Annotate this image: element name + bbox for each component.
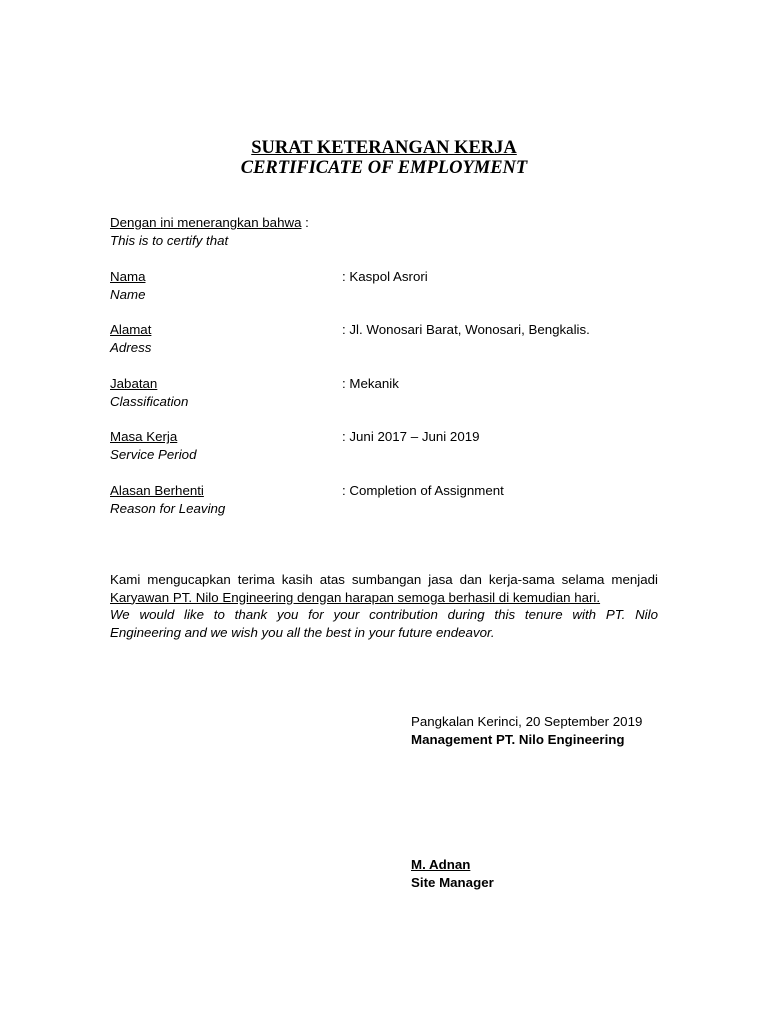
place-date: Pangkalan Kerinci, 20 September 2019 (411, 714, 643, 729)
document-subtitle: CERTIFICATE OF EMPLOYMENT (240, 158, 528, 178)
field-value-reason: : Completion of Assignment (342, 483, 504, 498)
document-title: SURAT KETERANGAN KERJA (251, 138, 517, 158)
company-name: Management PT. Nilo Engineering (411, 732, 625, 747)
closing-line-1: Kami mengucapkan terima kasih atas sumbangan jasa dan kerja-sama selama menjadi (110, 572, 658, 587)
field-translation-name: Name (110, 287, 146, 302)
field-translation-position: Classification (110, 394, 189, 409)
intro-label: Dengan ini menerangkan bahwa (110, 215, 302, 230)
field-value-address: : Jl. Wonosari Barat, Wonosari, Bengkalis. (342, 322, 590, 337)
field-label-position: Jabatan (110, 376, 158, 391)
field-translation-reason: Reason for Leaving (110, 501, 226, 516)
field-label-service-period: Masa Kerja (110, 429, 178, 444)
field-label-address: Alamat (110, 322, 152, 337)
closing-line-3: We would like to thank you for your contribution during this tenure with PT. Nilo (110, 607, 658, 622)
field-translation-address: Adress (110, 340, 152, 355)
field-translation-service-period: Service Period (110, 447, 197, 462)
closing-paragraph (110, 571, 658, 641)
field-label-name: Nama (110, 269, 146, 284)
field-value-service-period: : Juni 2017 – Juni 2019 (342, 429, 480, 444)
field-label-reason: Alasan Berhenti (110, 483, 204, 498)
field-value-position: : Mekanik (342, 376, 399, 391)
field-value-name: : Kaspol Asrori (342, 269, 428, 284)
closing-line-4: Engineering and we wish you all the best in your future endeavor. (110, 624, 495, 640)
signatory-position: Site Manager (411, 875, 494, 890)
signatory-name: M. Adnan (411, 857, 471, 872)
intro-statement (110, 214, 309, 231)
closing-line-2: Karyawan PT. Nilo Engineering dengan harapan semoga berhasil di kemudian hari. (110, 589, 601, 605)
intro-colon: : (301, 215, 309, 230)
intro-translation: This is to certify that (110, 233, 229, 248)
